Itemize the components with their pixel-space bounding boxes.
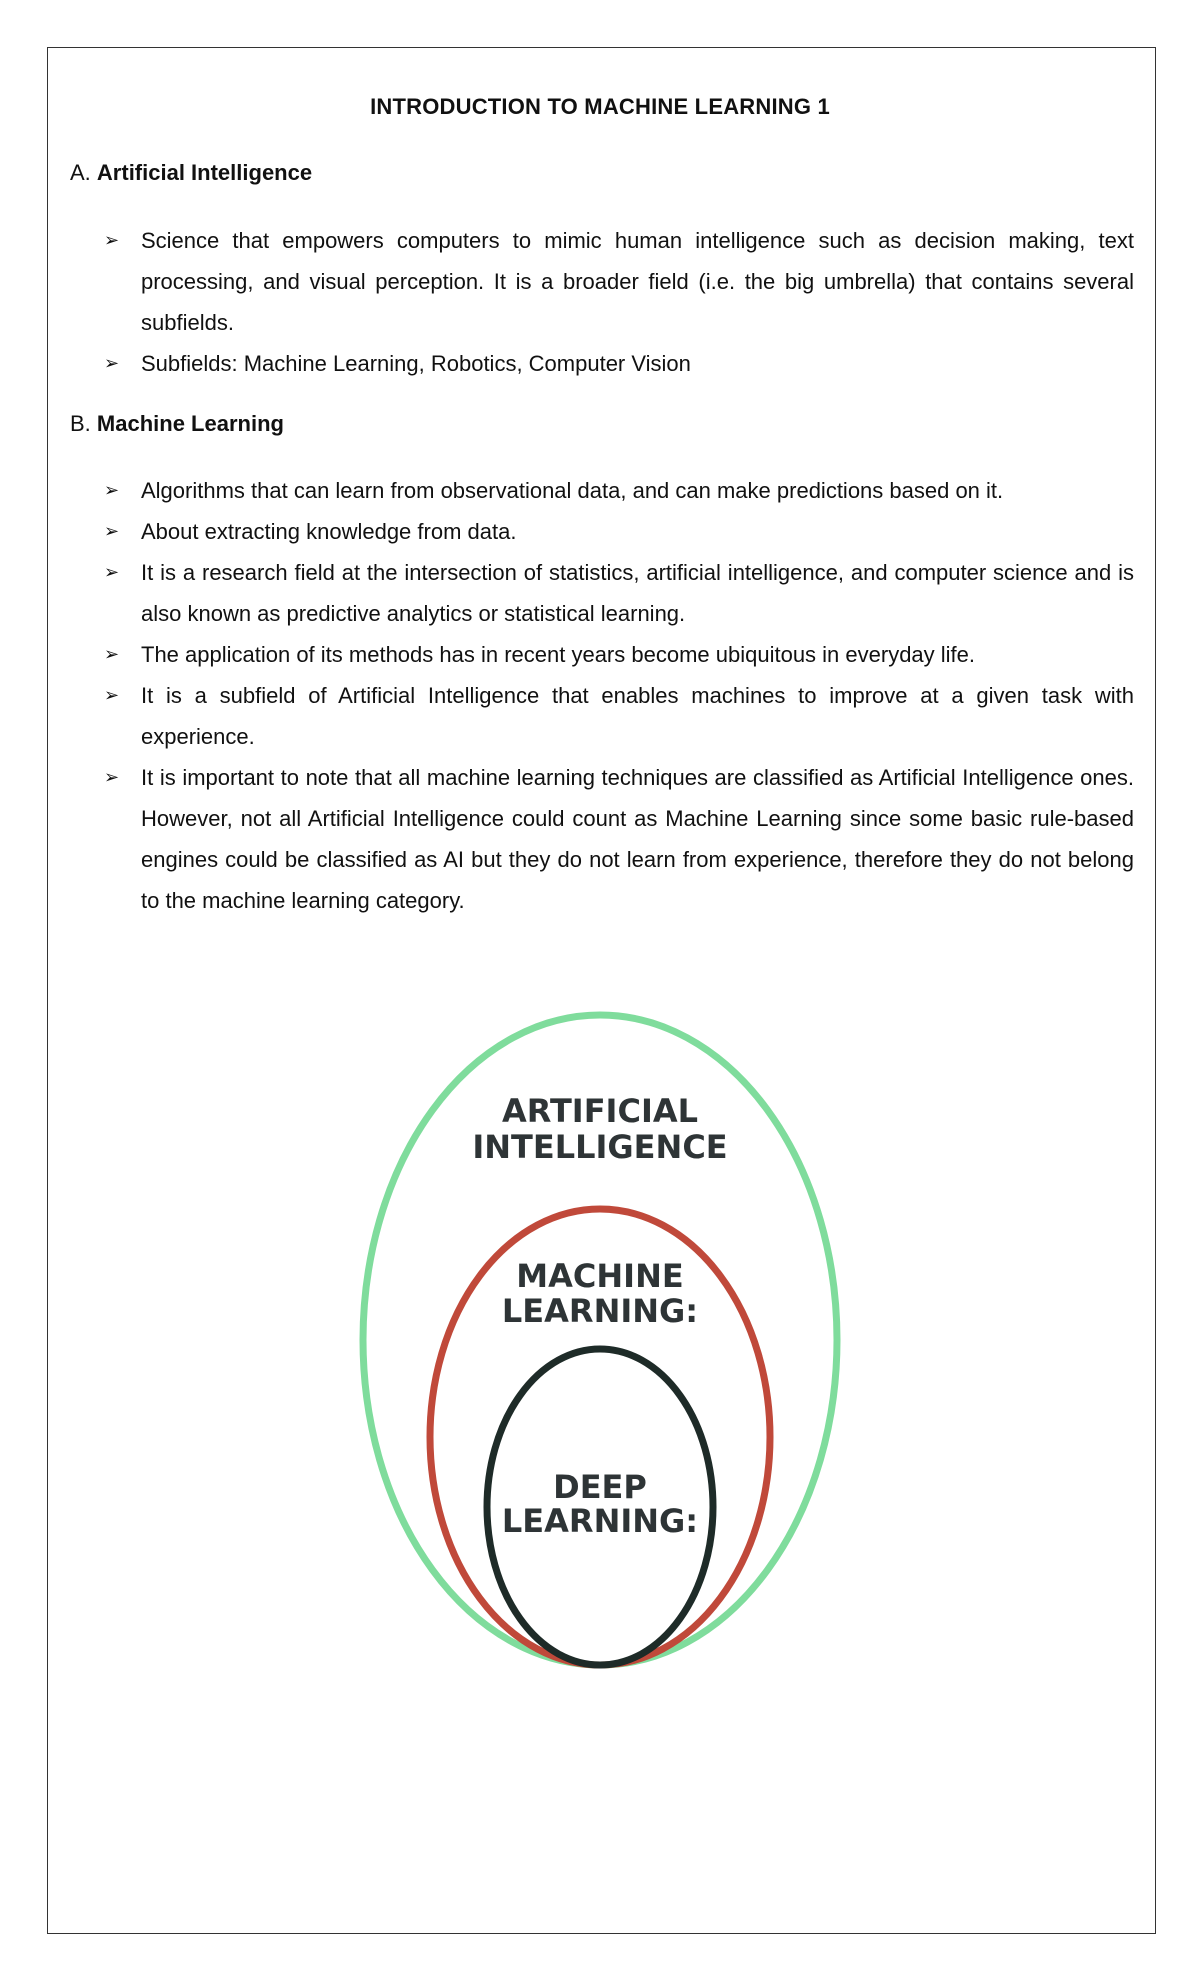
bullet-text: It is a research field at the intersection of statistics, artificial intelligence, and computer science and is also known as predictive analytics or statistical learning. [141,560,1134,626]
section-b-letter: B. [70,411,91,436]
bullet-item [104,675,1134,757]
arrow-bullet-icon: ➢ [104,562,120,582]
bullet-text: About extracting knowledge from data. [141,519,517,544]
bullet-item [104,552,1134,634]
page-title: INTRODUCTION TO MACHINE LEARNING 1 [370,94,830,119]
section-a-letter: A. [70,160,91,185]
bullet-item [104,343,1134,384]
arrow-bullet-icon: ➢ [104,685,120,705]
inner-label-line2: LEARNING: [501,1502,699,1540]
section-a-title: Artificial Intelligence [96,160,313,185]
bullet-item [104,511,1134,552]
arrow-bullet-icon: ➢ [104,230,120,250]
section-b-heading [70,411,284,437]
bullet-item [104,220,1134,343]
arrow-bullet-icon: ➢ [104,644,120,664]
middle-label-line1: MACHINE [516,1257,684,1295]
bullet-text: Science that empowers computers to mimic human intelligence such as decision making, text processing, and visual perception. It is a broader field (i.e. the big umbrella) that contains several subfields. [141,228,1134,335]
section-b-bullet-list [104,470,1134,921]
bullet-text: It is important to note that all machine learning techniques are classified as Artificial Intelligence ones. However, not all Artificial Intelligence could count as Machine Learning since some basic rule-based engines could be classified as AI but they do not learn from experience, therefore they do not belong to the machine learning category. [141,765,1134,913]
bullet-item [104,470,1134,511]
bullet-item [104,757,1134,921]
outer-label-line2: INTELLIGENCE [472,1128,728,1166]
middle-label-line2: LEARNING: [501,1292,699,1330]
bullet-item [104,634,1134,675]
arrow-bullet-icon: ➢ [104,767,120,787]
arrow-bullet-icon: ➢ [104,521,120,541]
ai-ml-dl-nested-diagram [350,1010,850,1690]
bullet-text: Subfields: Machine Learning, Robotics, Computer Vision [141,351,691,376]
bullet-text: It is a subfield of Artificial Intelligence that enables machines to improve at a given task with experience. [141,683,1134,749]
outer-label-line1: ARTIFICIAL [501,1092,699,1130]
bullet-text: The application of its methods has in recent years become ubiquitous in everyday life. [141,642,976,667]
inner-label-line1: DEEP [553,1468,647,1506]
section-b-title: Machine Learning [96,411,284,436]
bullet-text: Algorithms that can learn from observational data, and can make predictions based on it. [141,478,1004,503]
section-a-bullet-list [104,220,1134,384]
section-a-heading [70,160,312,186]
arrow-bullet-icon: ➢ [104,480,120,500]
arrow-bullet-icon: ➢ [104,353,120,373]
